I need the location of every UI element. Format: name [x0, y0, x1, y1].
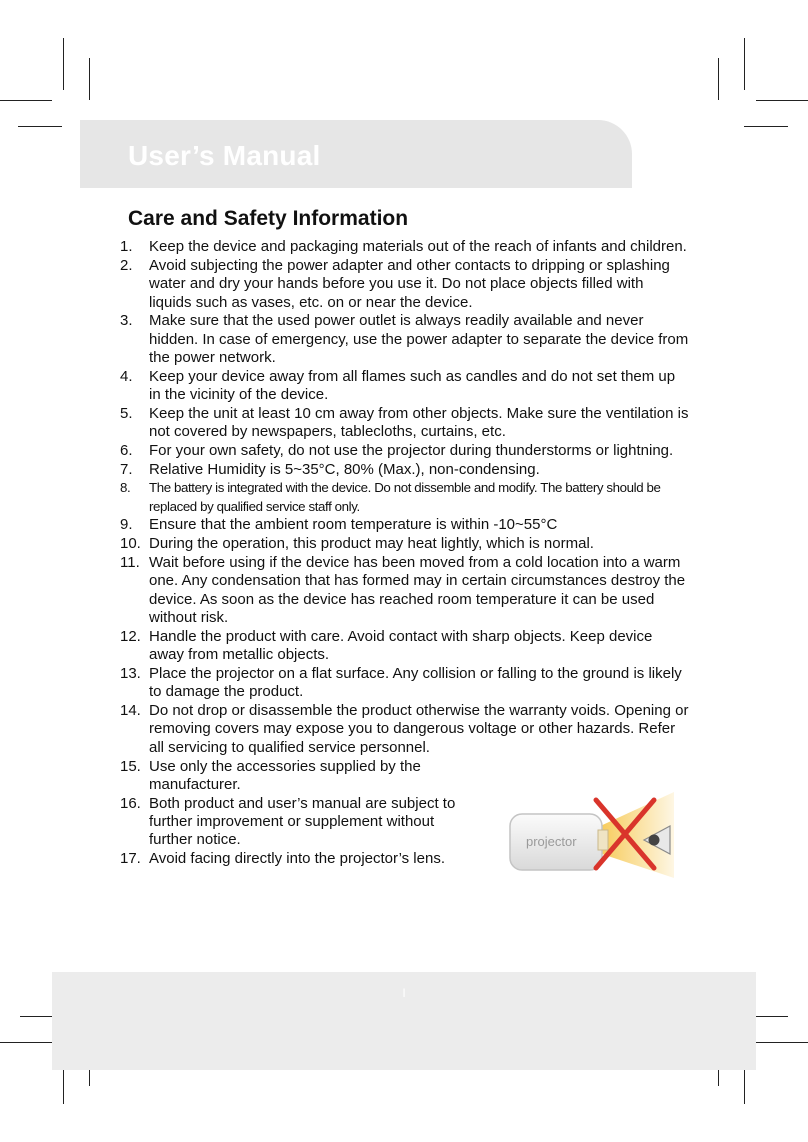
- item-number: 9.: [120, 516, 133, 534]
- crop-mark: [0, 100, 52, 101]
- item-text: Relative Humidity is 5~35°C, 80% (Max.), non-condensing.: [149, 460, 540, 478]
- crop-mark: [89, 58, 90, 100]
- item-text: Keep your device away from all flames such as candles and do not set them up in the vicinity of the device.: [149, 367, 676, 404]
- projector-label: projector: [526, 834, 577, 849]
- projector-lens: [598, 830, 608, 850]
- item-number: 14.: [120, 702, 141, 720]
- list-item: [120, 405, 690, 442]
- eye-pupil: [649, 835, 660, 846]
- item-text: Do not drop or disassemble the product otherwise the warranty voids. Opening or removing covers may expose you to dangerous voltage or other hazards. Refer all servicing to qualified service personnel.: [149, 702, 689, 756]
- crop-mark: [18, 126, 62, 127]
- item-text: Avoid facing directly into the projector’s lens.: [149, 850, 445, 868]
- crop-mark: [718, 58, 719, 100]
- item-number: 3.: [120, 312, 133, 330]
- item-text: Avoid subjecting the power adapter and other contacts to dripping or splashing water and dry your hands before you use it. Do not place objects filled with liquids such as vases, etc. on or near the device.: [149, 256, 670, 311]
- list-item: [120, 628, 690, 665]
- list-item: [120, 795, 479, 850]
- list-item: [120, 665, 690, 702]
- list-item: [120, 257, 690, 312]
- do-not-look-into-lens-icon: [504, 790, 686, 880]
- item-number: 4.: [120, 367, 133, 385]
- crop-mark: [756, 1042, 808, 1043]
- list-item: [120, 312, 690, 367]
- crop-mark: [756, 100, 808, 101]
- list-item: [120, 442, 690, 460]
- item-number: 5.: [120, 404, 133, 422]
- item-text: Handle the product with care. Avoid contact with sharp objects. Keep device away from metallic objects.: [149, 627, 653, 664]
- page-number: I: [402, 986, 406, 1000]
- item-text: During the operation, this product may heat lightly, which is normal.: [149, 535, 594, 553]
- item-text: Wait before using if the device has been moved from a cold location into a warm one. Any condensation that has formed may in certain circumstances destroy the device. As soon as the device has reached room temperature it can be used without risk.: [149, 553, 686, 627]
- item-text: Place the projector on a flat surface. Any collision or falling to the ground is likely to damage the product.: [149, 664, 682, 701]
- list-item: [120, 479, 690, 516]
- list-item: [120, 535, 690, 553]
- item-text: Keep the device and packaging materials out of the reach of infants and children.: [149, 238, 687, 255]
- list-item: [120, 461, 690, 479]
- crop-mark: [63, 38, 64, 90]
- item-number: 11.: [120, 553, 140, 571]
- item-text: Make sure that the used power outlet is always readily available and never hidden. In case of emergency, use the power adapter to separate the device from the power network.: [149, 312, 689, 367]
- crop-mark: [744, 126, 788, 127]
- item-number: 2.: [120, 256, 133, 274]
- list-item: [120, 368, 690, 405]
- list-item: [120, 238, 690, 256]
- crop-mark: [0, 1042, 52, 1043]
- page-title: User’s Manual: [128, 140, 321, 171]
- item-number: 1.: [120, 238, 133, 255]
- item-number: 15.: [120, 757, 141, 775]
- safety-list: [120, 238, 690, 869]
- item-number: 12.: [120, 627, 141, 645]
- item-text: Use only the accessories supplied by the manufacturer.: [149, 757, 421, 793]
- crop-mark: [744, 38, 745, 90]
- item-number: 7.: [120, 460, 133, 478]
- item-number: 16.: [120, 794, 141, 812]
- item-text: Ensure that the ambient room temperature is within -10~55°C: [149, 516, 558, 534]
- item-number: 10.: [120, 535, 141, 553]
- item-number: 6.: [120, 441, 133, 459]
- item-number: 8.: [120, 480, 131, 496]
- item-text: Both product and user’s manual are subject to further improvement or supplement without further notice.: [149, 794, 456, 849]
- item-text: For your own safety, do not use the projector during thunderstorms or lightning.: [149, 441, 674, 459]
- item-text: The battery is integrated with the device. Do not dissemble and modify. The battery should be replaced by qualified service staff only.: [149, 480, 661, 514]
- item-number: 17.: [120, 850, 141, 868]
- item-text: Keep the unit at least 10 cm away from other objects. Make sure the ventilation is not covered by newspapers, tablecloths, curtains, etc.: [149, 404, 689, 441]
- list-item: [120, 554, 690, 628]
- item-number: 13.: [120, 664, 141, 682]
- list-item: [120, 758, 479, 795]
- list-item: [120, 702, 690, 757]
- list-item: [120, 516, 690, 534]
- section-title: Care and Safety Information: [128, 207, 409, 230]
